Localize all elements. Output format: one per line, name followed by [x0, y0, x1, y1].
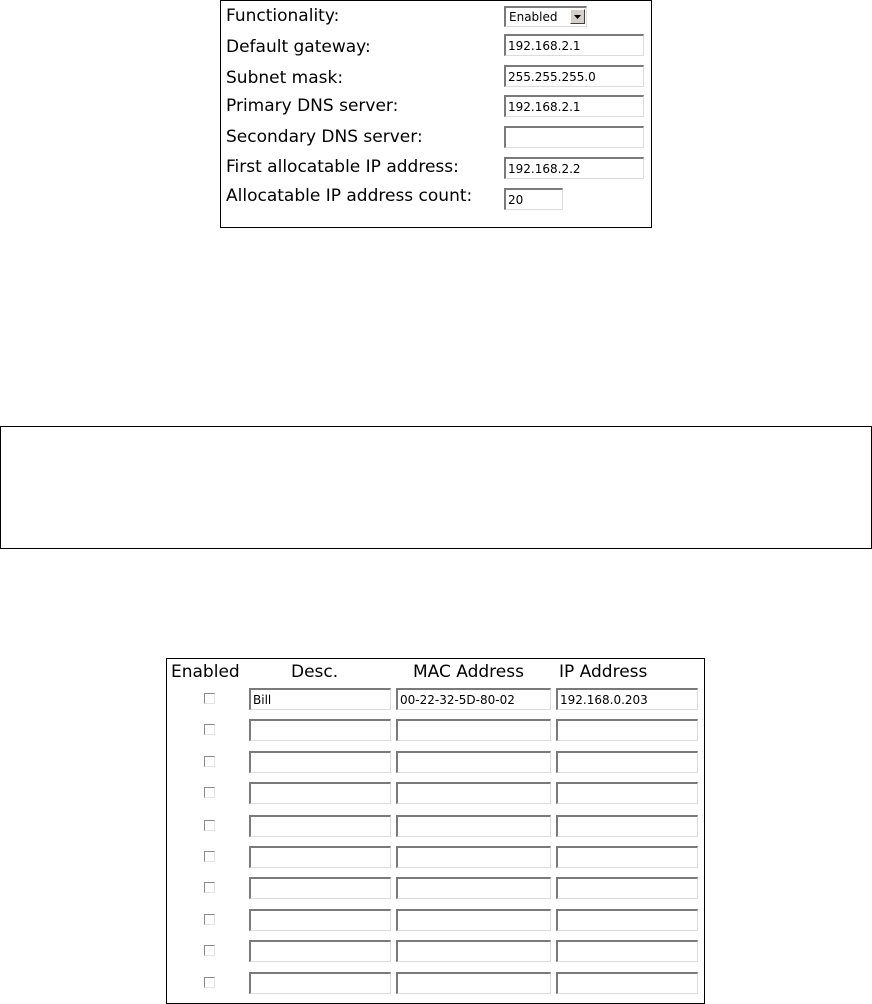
ip-address-input[interactable] [556, 815, 698, 837]
mac-address-input[interactable] [396, 751, 551, 773]
mac-address-input[interactable] [396, 877, 551, 899]
ip-count-input[interactable] [504, 188, 563, 210]
static-leases-table [166, 658, 705, 1004]
enabled-checkbox[interactable] [204, 724, 215, 735]
enabled-checkbox[interactable] [204, 693, 215, 704]
header-mac-address: MAC Address [413, 662, 524, 682]
table-row [167, 877, 704, 908]
desc-input[interactable] [249, 846, 391, 868]
mac-address-input[interactable] [396, 815, 551, 837]
ip-address-input[interactable] [556, 782, 698, 804]
desc-input[interactable] [249, 909, 391, 931]
dhcp-settings-panel [220, 0, 652, 228]
ip-address-input[interactable] [556, 688, 698, 710]
default-gateway-input[interactable] [504, 34, 644, 56]
table-row [167, 719, 704, 750]
first-ip-label: First allocatable IP address: [226, 157, 459, 177]
header-ip-address: IP Address [559, 662, 648, 682]
table-row [167, 751, 704, 782]
first-ip-input[interactable] [504, 157, 644, 179]
table-row [167, 909, 704, 940]
ip-address-input[interactable] [556, 751, 698, 773]
subnet-mask-input[interactable] [504, 65, 644, 87]
desc-input[interactable] [249, 688, 391, 710]
header-enabled: Enabled [171, 662, 240, 682]
desc-input[interactable] [249, 719, 391, 741]
enabled-checkbox[interactable] [204, 914, 215, 925]
ip-address-input[interactable] [556, 877, 698, 899]
ip-address-input[interactable] [556, 909, 698, 931]
table-row [167, 688, 704, 719]
subnet-mask-label: Subnet mask: [226, 68, 344, 88]
secondary-dns-label: Secondary DNS server: [226, 127, 423, 147]
header-desc: Desc. [291, 662, 339, 682]
desc-input[interactable] [249, 972, 391, 994]
desc-input[interactable] [249, 815, 391, 837]
enabled-checkbox[interactable] [204, 820, 215, 831]
ip-address-input[interactable] [556, 719, 698, 741]
enabled-checkbox[interactable] [204, 756, 215, 767]
mac-address-input[interactable] [396, 719, 551, 741]
empty-panel [0, 426, 872, 549]
enabled-checkbox[interactable] [204, 787, 215, 798]
mac-address-input[interactable] [396, 688, 551, 710]
mac-address-input[interactable] [396, 782, 551, 804]
desc-input[interactable] [249, 751, 391, 773]
primary-dns-label: Primary DNS server: [226, 96, 399, 116]
enabled-checkbox[interactable] [204, 945, 215, 956]
desc-input[interactable] [249, 940, 391, 962]
desc-input[interactable] [249, 877, 391, 899]
mac-address-input[interactable] [396, 972, 551, 994]
table-row [167, 815, 704, 846]
functionality-select[interactable] [504, 6, 587, 27]
functionality-select-value: Enabled [509, 10, 558, 24]
enabled-checkbox[interactable] [204, 851, 215, 862]
secondary-dns-input[interactable] [504, 126, 644, 148]
chevron-down-icon [574, 15, 581, 19]
dropdown-button[interactable] [570, 9, 585, 24]
ip-address-input[interactable] [556, 846, 698, 868]
table-row [167, 846, 704, 877]
default-gateway-label: Default gateway: [226, 37, 371, 57]
primary-dns-input[interactable] [504, 95, 644, 117]
table-row [167, 940, 704, 971]
table-row [167, 972, 704, 1003]
ip-count-label: Allocatable IP address count: [226, 186, 473, 206]
functionality-label: Functionality: [226, 6, 340, 26]
mac-address-input[interactable] [396, 940, 551, 962]
desc-input[interactable] [249, 782, 391, 804]
enabled-checkbox[interactable] [204, 977, 215, 988]
table-row [167, 782, 704, 813]
ip-address-input[interactable] [556, 940, 698, 962]
enabled-checkbox[interactable] [204, 882, 215, 893]
ip-address-input[interactable] [556, 972, 698, 994]
mac-address-input[interactable] [396, 846, 551, 868]
mac-address-input[interactable] [396, 909, 551, 931]
